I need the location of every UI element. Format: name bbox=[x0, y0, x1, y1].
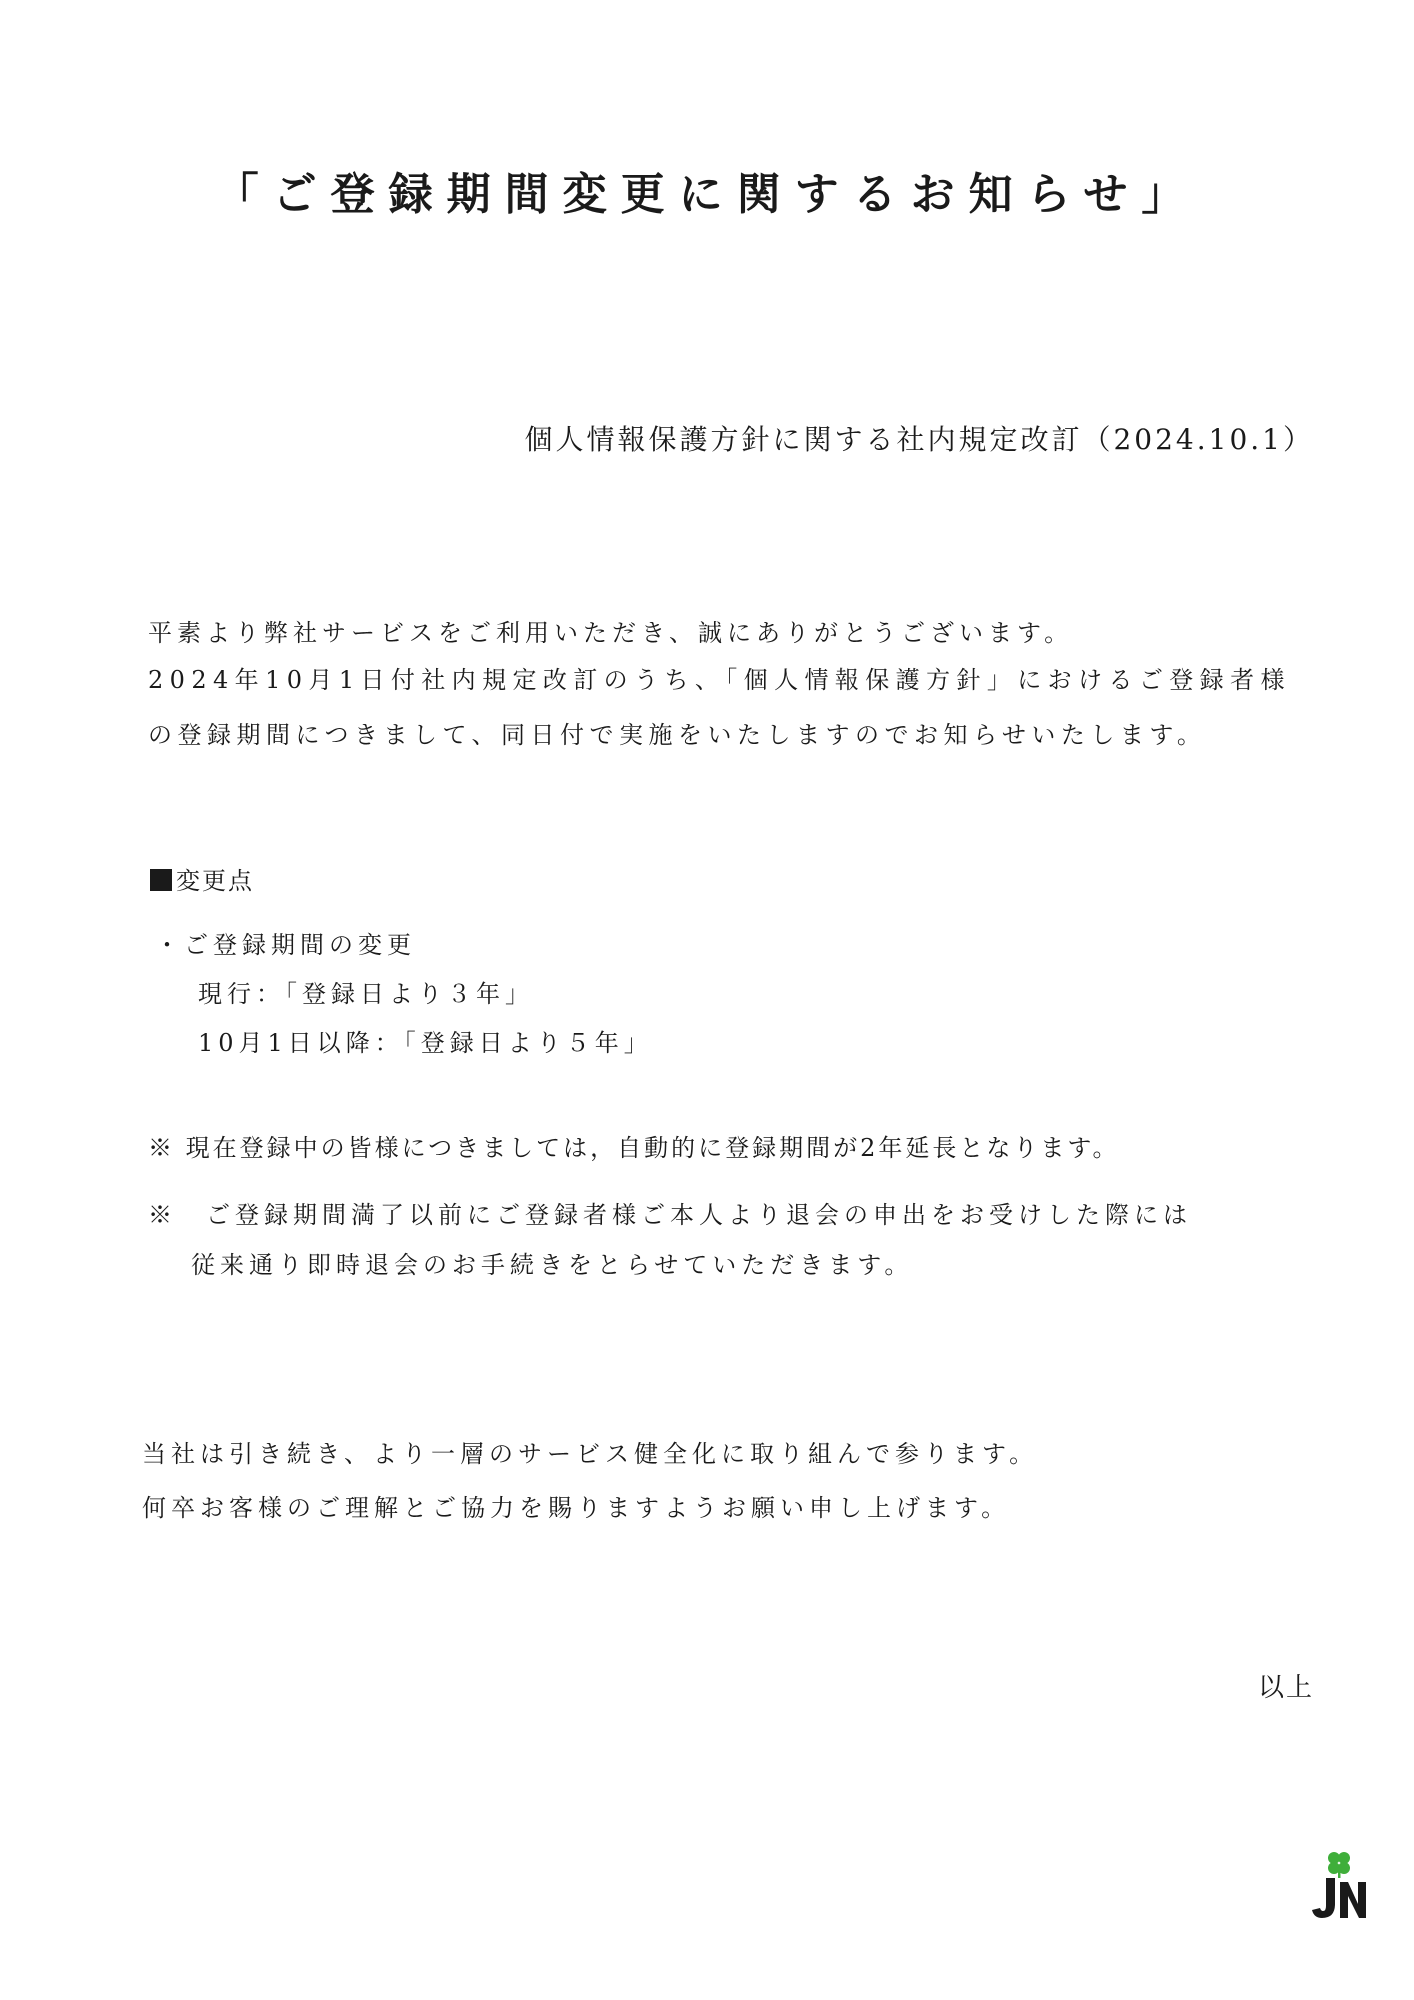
intro-line-1: 平素より弊社サービスをご利用いただき、誠にありがとうございます。 bbox=[148, 619, 1074, 647]
closing-line-1: 当社は引き続き、より一層のサービス健全化に取り組んで参ります。 bbox=[142, 1440, 1039, 1468]
changes-heading bbox=[150, 861, 254, 896]
document-title: 「ご登録期間変更に関するお知らせ」 bbox=[214, 169, 1200, 220]
black-square-icon bbox=[150, 869, 172, 891]
end-mark: 以上 bbox=[1257, 1673, 1314, 1703]
change-after: 10月1日以降：「登録日より５年」 bbox=[198, 1029, 653, 1057]
closing-line-2: 何卒お客様のご理解とご協力を賜りますようお願い申し上げます。 bbox=[142, 1494, 1011, 1522]
note-2-continued: 従来通り即時退会のお手続きをとらせていただきます。 bbox=[191, 1251, 914, 1279]
clover-jn-logo-icon bbox=[1310, 1848, 1370, 1920]
change-current: 現行：「登録日より３年」 bbox=[198, 980, 534, 1008]
document-subtitle: 個人情報保護方針に関する社内規定改訂（2024.10.1） bbox=[524, 423, 1314, 456]
intro-line-3: の登録期間につきまして、同日付で実施をいたしますのでお知らせいたします。 bbox=[148, 721, 1207, 749]
note-2: ※ ご登録期間満了以前にご登録者様ご本人より退会の申出をお受けした際には bbox=[148, 1201, 1192, 1229]
clover-icon bbox=[1328, 1852, 1350, 1878]
intro-line-2: 2024年10月1日付社内規定改訂のうち、「個人情報保護方針」におけるご登録者様 bbox=[148, 666, 1291, 694]
note-1: ※ 現在登録中の皆様につきましては，自動的に登録期間が2年延長となります。 bbox=[148, 1134, 1120, 1162]
change-item: ・ご登録期間の変更 bbox=[155, 931, 416, 959]
changes-heading-label: 変更点 bbox=[176, 867, 254, 895]
